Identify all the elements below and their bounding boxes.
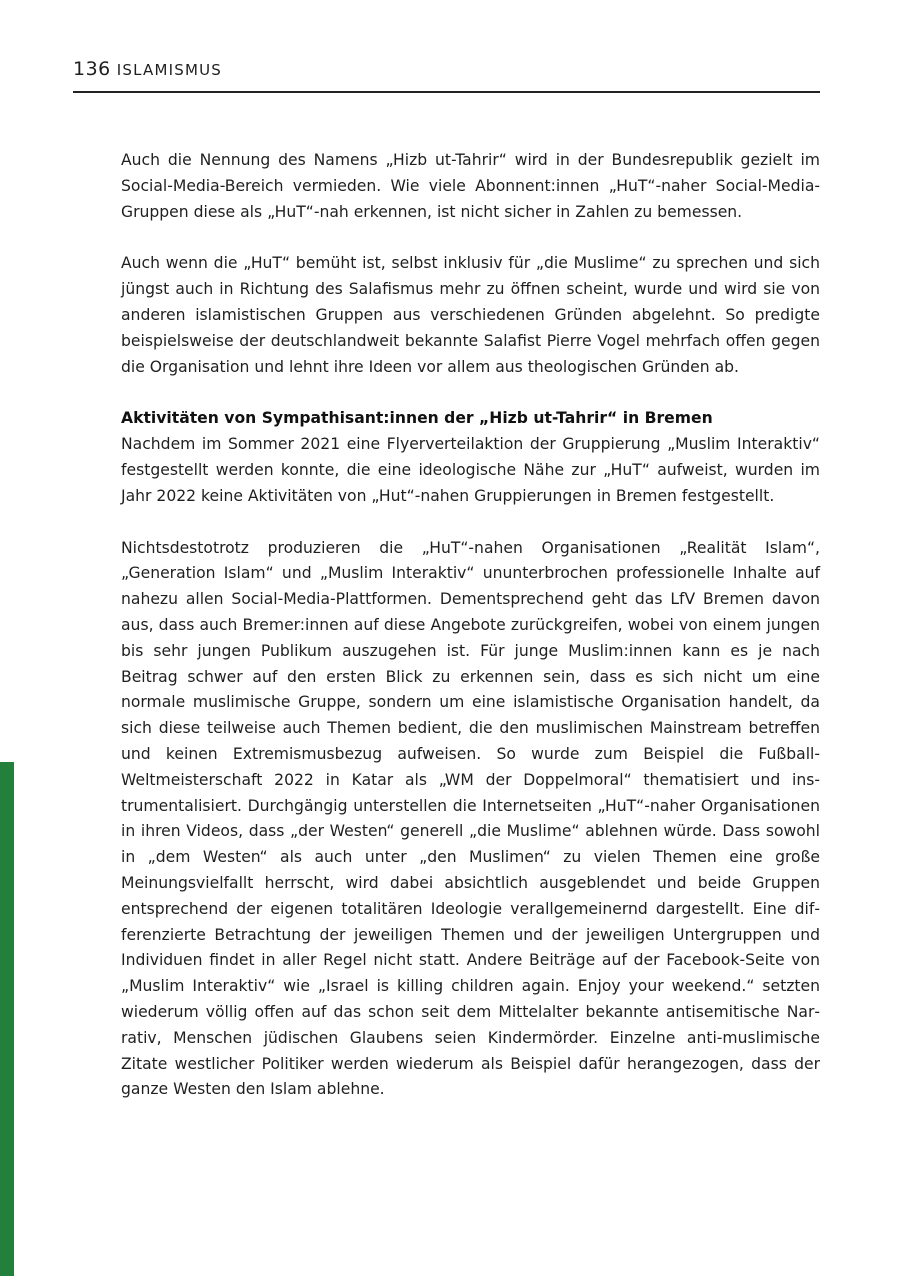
paragraph-hut-naming: Auch die Nennung des Namens „Hizb ut-Tahrir“ wird in der Bundesrepublik gezielt im Social-Media-Bereich vermieden. Wie viele Abonnent:innen „HuT“-naher Social-Media-Gruppen diese als „HuT“-nah erkennen, ist nicht sicher in Zahlen zu bemessen. — [121, 151, 820, 221]
page-number: 136 — [73, 58, 111, 80]
page-header — [73, 58, 820, 93]
body-text — [121, 148, 820, 1129]
paragraph-social-media-content: Nichtsdestotrotz produzieren die „HuT“-nahen Organisationen „Realität Islam“, „Generation Islam“ und „Muslim Interaktiv“ ununterbrochen professionelle Inhalte auf nahezu allen Social-Media-Plattformen. Dementsprechend geht das LfV Bremen davon aus, dass auch Bremer:innen auf diese Angebote zurückgreifen, wobei von einem jungen bis sehr jungen Publikum auszugehen ist. Für junge Muslim:innen kann es je nach Beitrag schwer auf den ersten Blick zu erkennen sein, dass es sich nicht um eine normale muslimische Gruppe, sondern um eine islamistische Organisation handelt, da sich diese teilweise auch Themen bedient, die den muslimischen Mainstream betreffen und keinen Extremismusbezug aufweisen. So wurde zum Beispiel die Fußball-Weltmeisterschaft 2022 in Katar als „WM der Doppelmoral“ thematisiert und instrumentalisiert. Durchgängig unterstellen die Internetseiten „HuT“-naher Organisationen in ihren Videos, dass „der Westen“ generell „die Muslime“ ablehnen würde. Dass sowohl in „dem Westen“ als auch unter „den Muslimen“ zu vielen Themen eine große Meinungsvielfallt herrscht, wird dabei absichtlich ausgeblendet und beide Gruppen entsprechend der eigenen totalitären Ideologie verallgemeinernd dargestellt. Eine differenzierte Betrachtung der jeweiligen Themen und der jeweiligen Untergruppen und Individuen findet in aller Regel nicht statt. Andere Beiträge auf der Facebook-Seite von „Muslim Interaktiv“ wie „Israel is killing children again. Enjoy your weekend.“ setzten wiederum völlig offen auf das schon seit dem Mittelalter bekannte antisemitische Narrativ, Menschen jüdischen Glaubens seien Kindermörder. Einzelne anti-muslimische Zitate westlicher Politiker werden wiederum als Beispiel dafür herangezogen, dass der ganze Westen den Islam ablehne. — [121, 538, 820, 1099]
running-title: ISLAMISMUS — [116, 61, 223, 79]
green-side-bar — [0, 762, 14, 1276]
section-heading: Aktivitäten von Sympathisant:innen der „Hizb ut-Tahrir“ in Bremen — [121, 409, 713, 428]
paragraph-bremen-activities: Nachdem im Sommer 2021 eine Flyerverteilaktion der Gruppierung „Muslim Interaktiv“ festgestellt werden konnte, die eine ideologische Nähe zur „HuT“ aufweist, wurden im Jahr 2022 keine Aktivitäten von „Hut“-nahen Gruppierungen in Bremen festgestellt. — [121, 435, 820, 505]
paragraph-hut-inclusivity: Auch wenn die „HuT“ bemüht ist, selbst inklusiv für „die Muslime“ zu sprechen und sich jüngst auch in Richtung des Salafismus mehr zu öffnen scheint, wurde und wird sie von anderen islamistischen Gruppen aus verschiedenen Gründen abgelehnt. So predigte beispielsweise der deutschlandweit bekannte Salafist Pierre Vogel mehrfach offen gegen die Organisation und lehnt ihre Ideen vor allem aus theologischen Gründen ab. — [121, 254, 820, 376]
